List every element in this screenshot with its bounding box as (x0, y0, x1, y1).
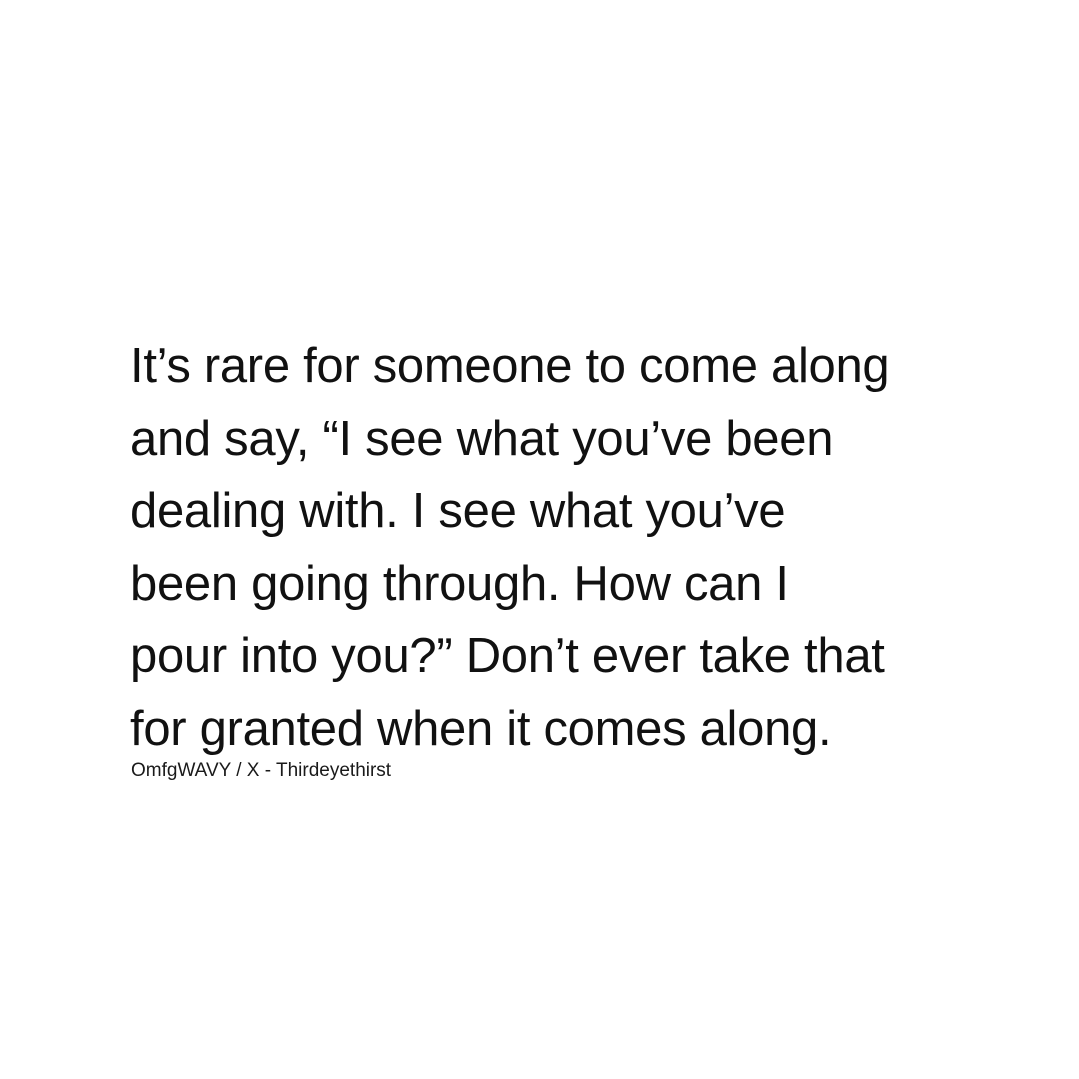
quote-line-5: pour into you?” Don’t ever take that (130, 629, 885, 683)
attribution-credit: OmfgWAVY / X - Thirdeyethirst (131, 760, 392, 781)
quote-text (130, 330, 1030, 765)
quote-line-6: for granted when it comes along. (130, 701, 832, 756)
quote-line-3: dealing with. I see what you’ve (130, 484, 786, 538)
quote-line-1: It’s rare for someone to come along (130, 339, 890, 393)
quote-line-2: and say, “I see what you’ve been (130, 411, 834, 466)
quote-line-4: been going through. How can I (130, 556, 789, 611)
